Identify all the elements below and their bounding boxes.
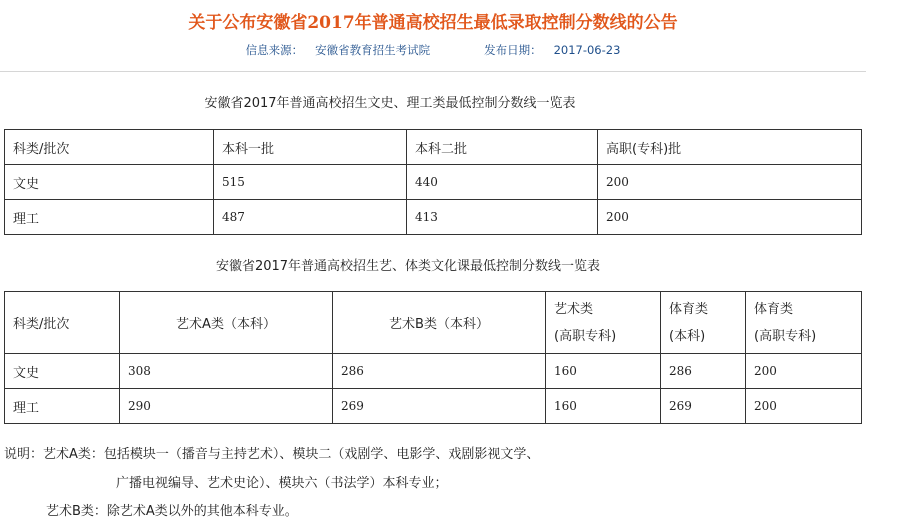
table-cell: 269 [661,389,746,424]
table-cell: 文史 [5,165,214,200]
table2-header: 科类/批次 [5,292,120,354]
table-cell: 理工 [5,389,120,424]
table-cell: 269 [333,389,546,424]
date-label: 发布日期： [484,43,542,57]
score-table-literature-science [4,129,862,235]
table-cell: 160 [546,354,661,389]
table-cell: 286 [661,354,746,389]
table-cell: 413 [407,200,598,235]
table1-caption: 安徽省2017年普通高校招生文史、理工类最低控制分数线一览表 [204,96,576,111]
table-row [5,354,862,389]
table-cell: 515 [214,165,407,200]
table-cell: 290 [120,389,333,424]
note-line-1: 说明：艺术A类：包括模块一（播音与主持艺术）、模块二（戏剧学、电影学、戏剧影视文学、 [4,447,540,462]
note-line-3: 艺术B类：除艺术A类以外的其他本科专业。 [46,504,298,519]
page-title: 关于公布安徽省2017年普通高校招生最低录取控制分数线的公告 [188,13,678,33]
table-cell: 200 [598,200,862,235]
source-label: 信息来源： [245,43,304,57]
table2-header: 艺术B类（本科） [333,292,546,354]
table2-header: 艺术A类（本科） [120,292,333,354]
table2-header: 艺术类 (高职专科) [546,292,661,354]
date-value: 2017-06-23 [553,43,621,57]
table-row [5,389,862,424]
score-table-arts-sports [4,291,862,424]
source-value: 安徽省教育招生考试院 [315,43,431,57]
divider [0,71,866,72]
table2-header: 体育类 (高职专科) [746,292,862,354]
table1-header: 本科一批 [214,130,407,165]
table1-header: 科类/批次 [5,130,214,165]
table-cell: 440 [407,165,598,200]
table-cell: 487 [214,200,407,235]
table-cell: 286 [333,354,546,389]
table-cell: 200 [746,389,862,424]
table-cell: 160 [546,389,661,424]
table1-header: 高职(专科)批 [598,130,862,165]
table2-caption: 安徽省2017年普通高校招生艺、体类文化课最低控制分数线一览表 [215,259,601,274]
table-cell: 理工 [5,200,214,235]
table1-header: 本科二批 [407,130,598,165]
table-row [5,165,862,200]
article-meta [0,42,866,58]
table-cell: 200 [598,165,862,200]
table2-header: 体育类 (本科) [661,292,746,354]
table-row [5,200,862,235]
note-line-2: 广播电视编导、艺术史论）、模块六（书法学）本科专业； [116,476,448,491]
table-cell: 文史 [5,354,120,389]
table-cell: 308 [120,354,333,389]
table-cell: 200 [746,354,862,389]
